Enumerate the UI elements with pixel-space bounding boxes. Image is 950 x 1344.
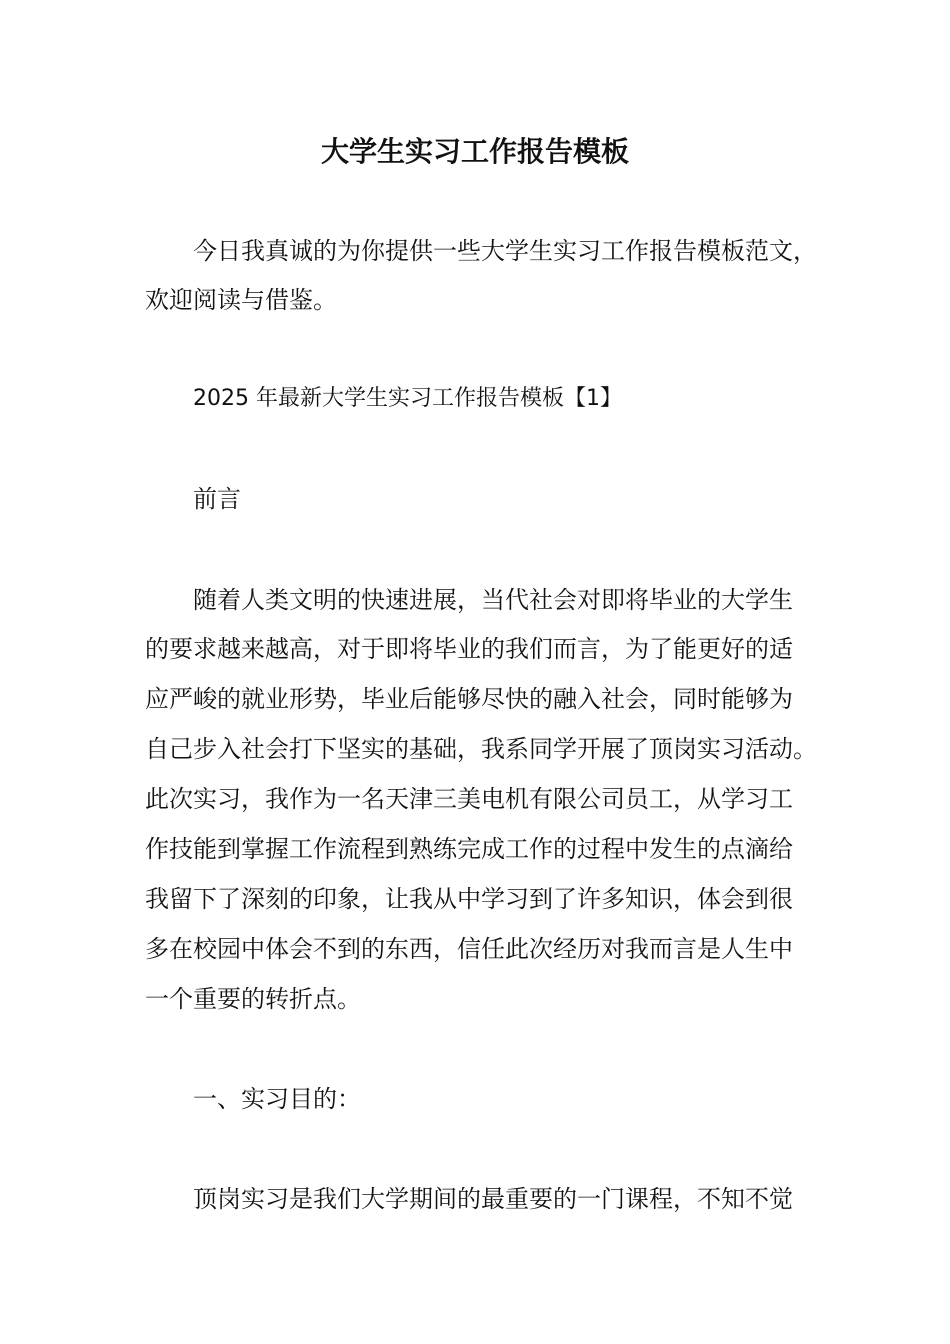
preface-line-9: 一个重要的转折点。 [145, 985, 361, 1013]
preface-line-5: 此次实习，我作为一名天津三美电机有限公司员工，从学习工 [145, 785, 793, 813]
preface-line-4: 自己步入社会打下坚实的基础，我系同学开展了顶岗实习活动。 [145, 735, 817, 763]
preface-line-6: 作技能到掌握工作流程到熟练完成工作的过程中发生的点滴给 [145, 835, 793, 863]
preface-line-8: 多在校园中体会不到的东西，信任此次经历对我而言是人生中 [145, 935, 793, 963]
section-heading: 2025 年最新大学生实习工作报告模板【1】 [193, 386, 622, 411]
purpose-line-1: 顶岗实习是我们大学期间的最重要的一门课程，不知不觉 [193, 1185, 793, 1213]
document-title: 大学生实习工作报告模板 [320, 135, 629, 168]
preface-line-2: 的要求越来越高，对于即将毕业的我们而言，为了能更好的适 [145, 635, 793, 663]
preface-heading: 前言 [193, 485, 241, 513]
intro-line-2: 欢迎阅读与借鉴。 [145, 286, 337, 314]
preface-line-1: 随着人类文明的快速进展，当代社会对即将毕业的大学生 [193, 586, 793, 614]
preface-line-3: 应严峻的就业形势，毕业后能够尽快的融入社会，同时能够为 [145, 685, 793, 713]
purpose-heading: 一、实习目的： [193, 1085, 361, 1113]
preface-line-7: 我留下了深刻的印象，让我从中学习到了许多知识，体会到很 [145, 885, 793, 913]
intro-line-1: 今日我真诚的为你提供一些大学生实习工作报告模板范文， [193, 237, 817, 265]
